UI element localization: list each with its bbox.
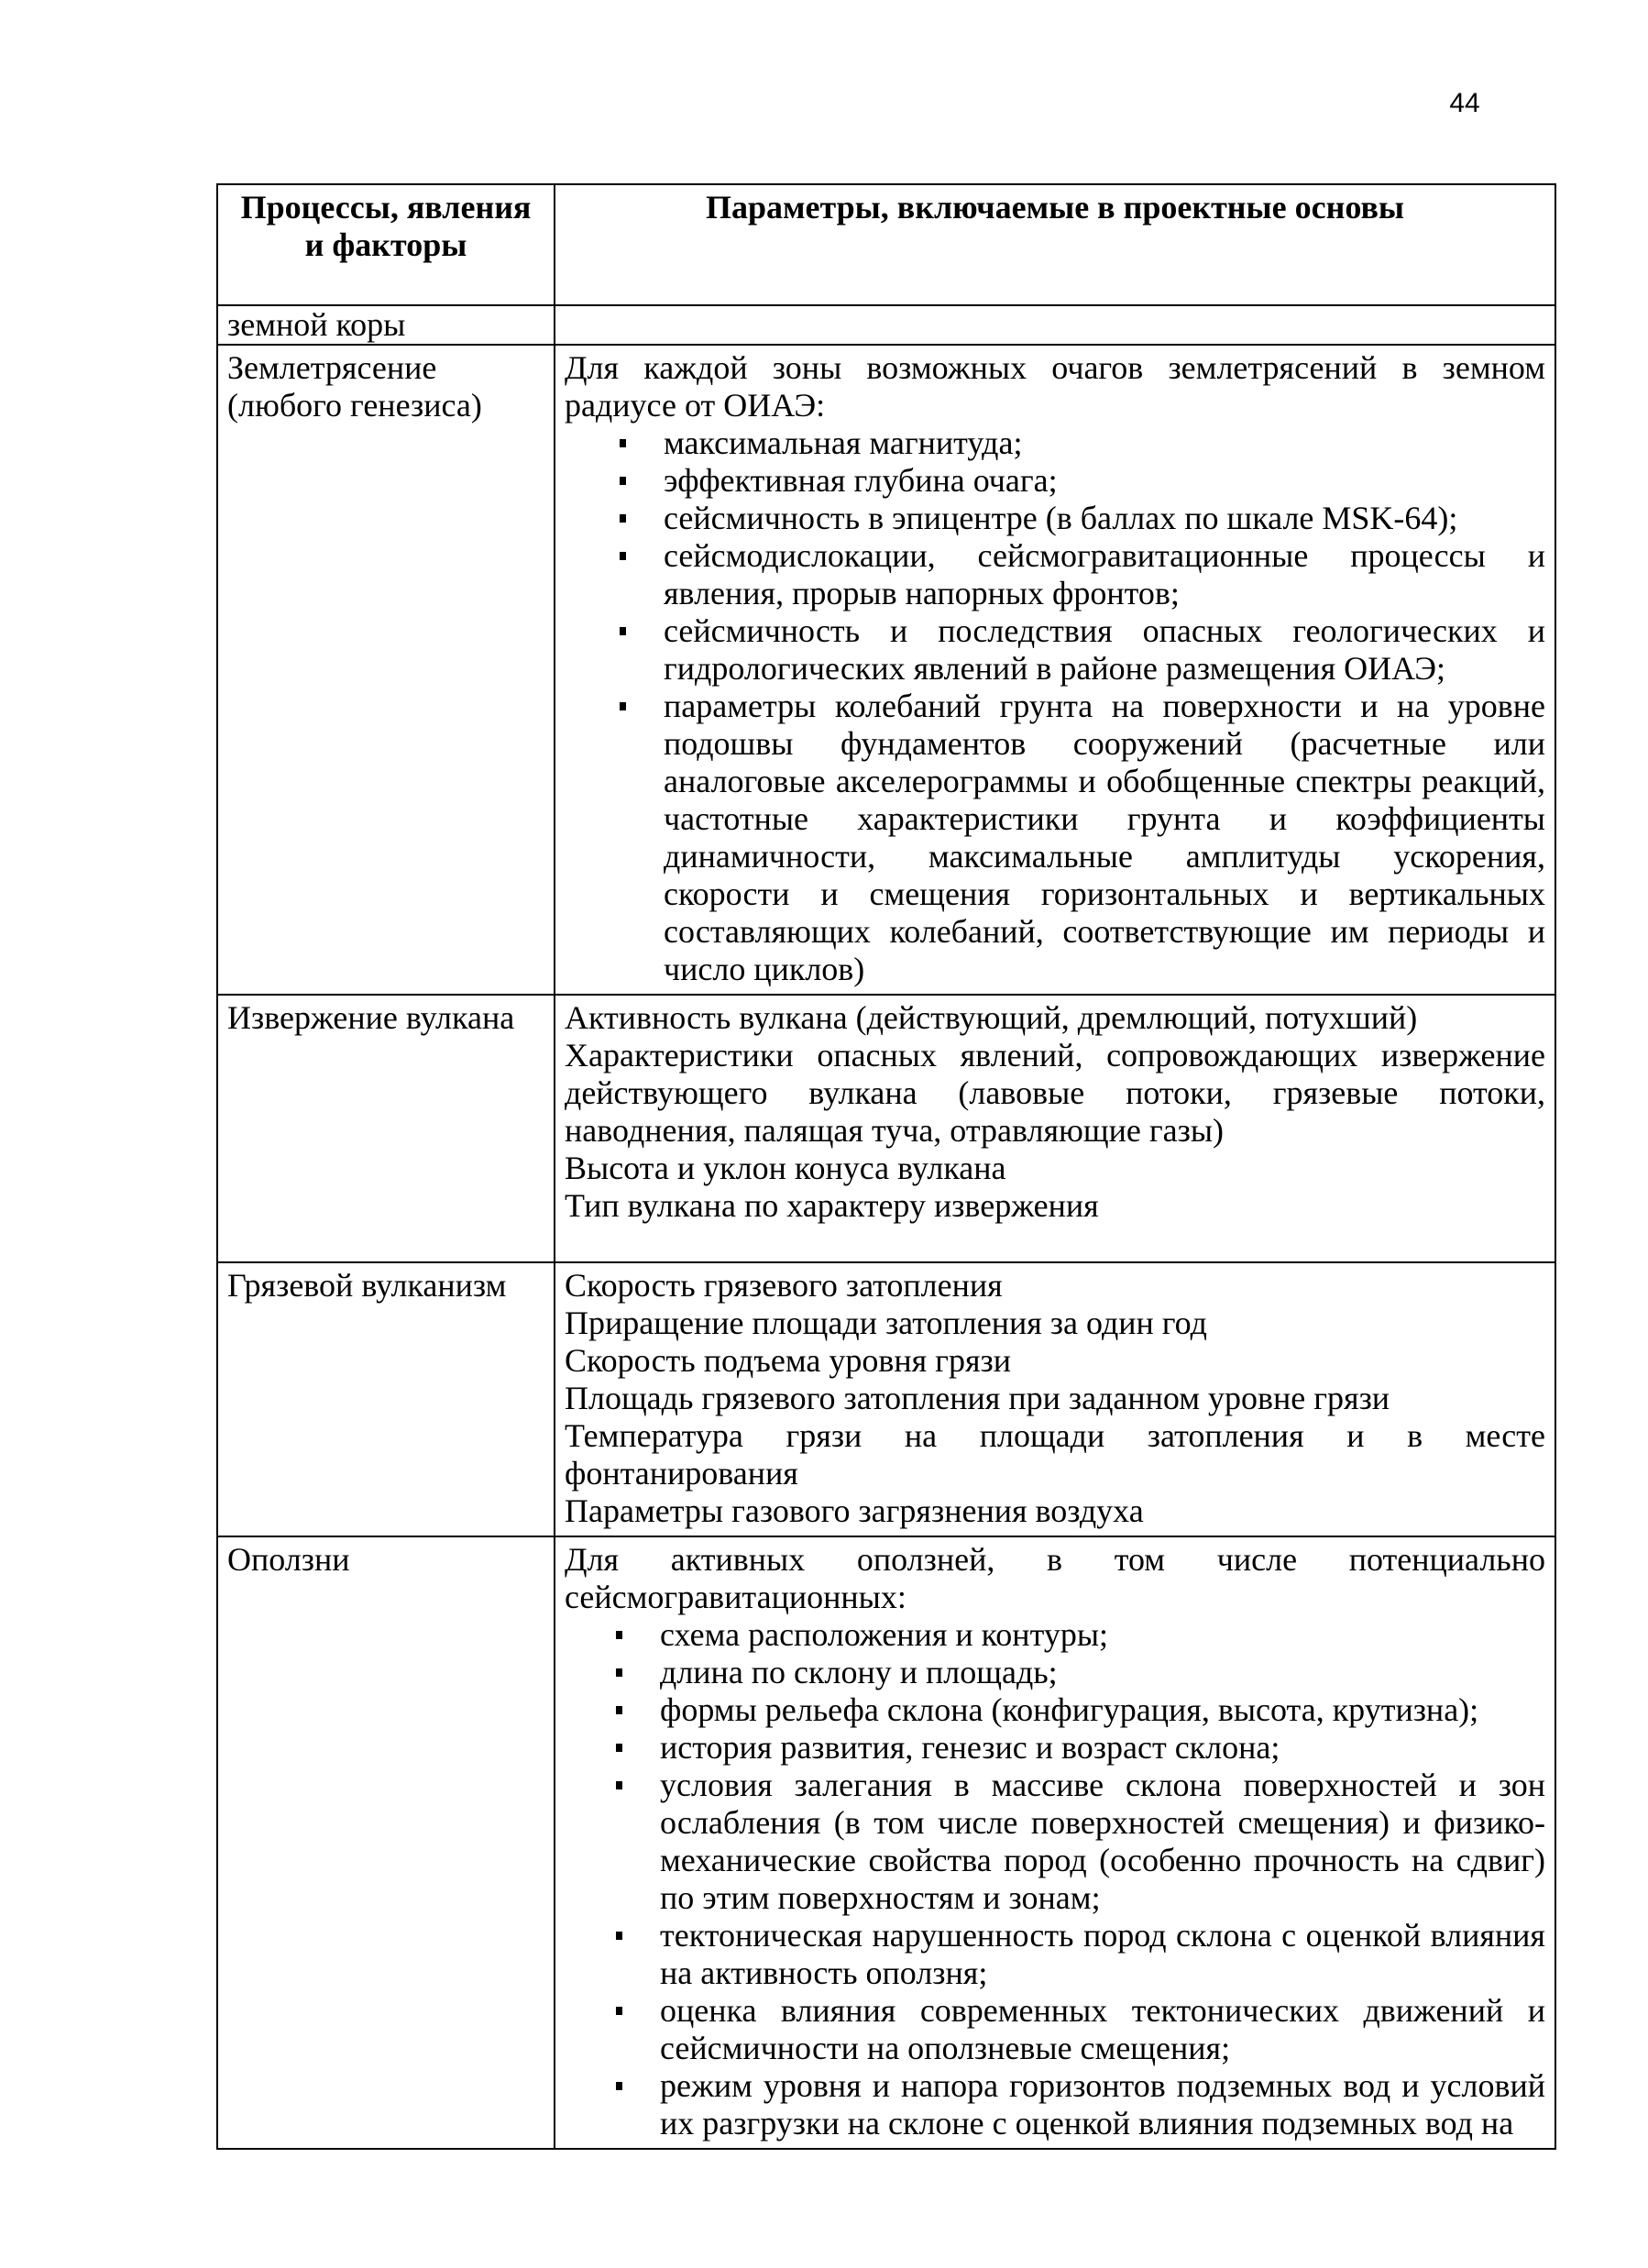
list-item: сейсмичность в эпицентре (в баллах по шкале MSK-64); — [664, 500, 1545, 537]
list-item: формы рельефа склона (конфигурация, высота, крутизна); — [660, 1691, 1545, 1729]
list-item: сейсмичность и последствия опасных геологических и гидрологических явлений в районе размещения ОИАЭ; — [664, 612, 1545, 687]
row-intro: Для каждой зоны возможных очагов землетрясений в земном радиусе от ОИАЭ: — [565, 349, 1545, 424]
list-item: сейсмодислокации, сейсмогравитационные процессы и явления, прорыв напорных фронтов; — [664, 537, 1545, 611]
table-row — [217, 345, 1555, 995]
list-item: максимальная магнитуда; — [664, 424, 1545, 462]
factor-cell: Грязевой вулканизм — [217, 1262, 555, 1536]
param-line: Параметры газового загрязнения воздуха — [565, 1492, 1144, 1529]
list-item: тектоническая нарушенность пород склона с оценкой влияния на активность оползня; — [660, 1917, 1545, 1991]
row-intro: Для активных оползней, в том числе потенциально сейсмогравитационных: — [565, 1541, 1545, 1615]
parameters-table — [216, 183, 1556, 2150]
table-row — [217, 305, 1555, 345]
bullet-list — [565, 1616, 1545, 2142]
parameters-cell — [555, 1536, 1555, 2149]
list-item: режим уровня и напора горизонтов подземных вод и условий их разгрузки на склоне с оценкой влияния подземных вод на — [660, 2067, 1545, 2141]
page-number: 44 — [1449, 88, 1480, 118]
list-item: условия залегания в массиве склона поверхностей и зон ослабления (в том числе поверхностей смещения) и физико-механические свойства пород (особенно прочность на сдвиг) по этим поверхностям и зонам; — [660, 1767, 1545, 1916]
param-line: Скорость грязевого затопления — [565, 1267, 1003, 1304]
factor-cell: Землетрясение (любого генезиса) — [217, 345, 555, 995]
parameters-cell — [555, 305, 1555, 345]
table-row — [217, 1536, 1555, 2149]
header-processes: Процессы, явления и факторы — [217, 184, 555, 305]
param-line: Характеристики опасных явлений, сопровождающих извержение действующего вулкана (лавовые потоки, грязевые потоки, наводнения, палящая туча, отравляющие газы) — [565, 1037, 1545, 1149]
list-item: параметры колебаний грунта на поверхности и на уровне подошвы фундаментов сооружений (расчетные или аналоговые акселерограммы и обобщенные спектры реакций, частотные характеристики грунта и коэффициенты динамичности, максимальные амплитуды ускорения, скорости и смещения горизонтальных и вертикальных составляющих колебаний, соответствующие им периоды и число циклов) — [664, 688, 1545, 987]
table-row — [217, 995, 1555, 1262]
param-line: Активность вулкана (действующий, дремлющий, потухший) — [565, 999, 1418, 1036]
parameters-cell — [555, 345, 1555, 995]
factor-cell: земной коры — [217, 305, 555, 345]
table-header-row — [217, 184, 1555, 305]
table-row — [217, 1262, 1555, 1536]
param-line: Приращение площади затопления за один год — [565, 1305, 1207, 1341]
list-item: оценка влияния современных тектонических движений и сейсмичности на оползневые смещения; — [660, 1992, 1545, 2066]
list-item: схема расположения и контуры; — [660, 1616, 1545, 1654]
param-line: Площадь грязевого затопления при заданном уровне грязи — [565, 1380, 1390, 1416]
parameters-cell — [555, 995, 1555, 1262]
list-item: длина по склону и площадь; — [660, 1654, 1545, 1691]
param-line: Высота и уклон конуса вулкана — [565, 1150, 1006, 1186]
param-line: Тип вулкана по характеру извержения — [565, 1187, 1099, 1224]
list-item: история развития, генезис и возраст склона; — [660, 1729, 1545, 1767]
parameters-cell — [555, 1262, 1555, 1536]
param-line: Температура грязи на площади затопления и в месте фонтанирования — [565, 1417, 1545, 1492]
factor-cell: Извержение вулкана — [217, 995, 555, 1262]
param-line: Скорость подъема уровня грязи — [565, 1342, 1011, 1379]
factor-cell: Оползни — [217, 1536, 555, 2149]
list-item: эффективная глубина очага; — [664, 462, 1545, 500]
bullet-list — [565, 424, 1545, 988]
header-parameters: Параметры, включаемые в проектные основы — [555, 184, 1555, 305]
